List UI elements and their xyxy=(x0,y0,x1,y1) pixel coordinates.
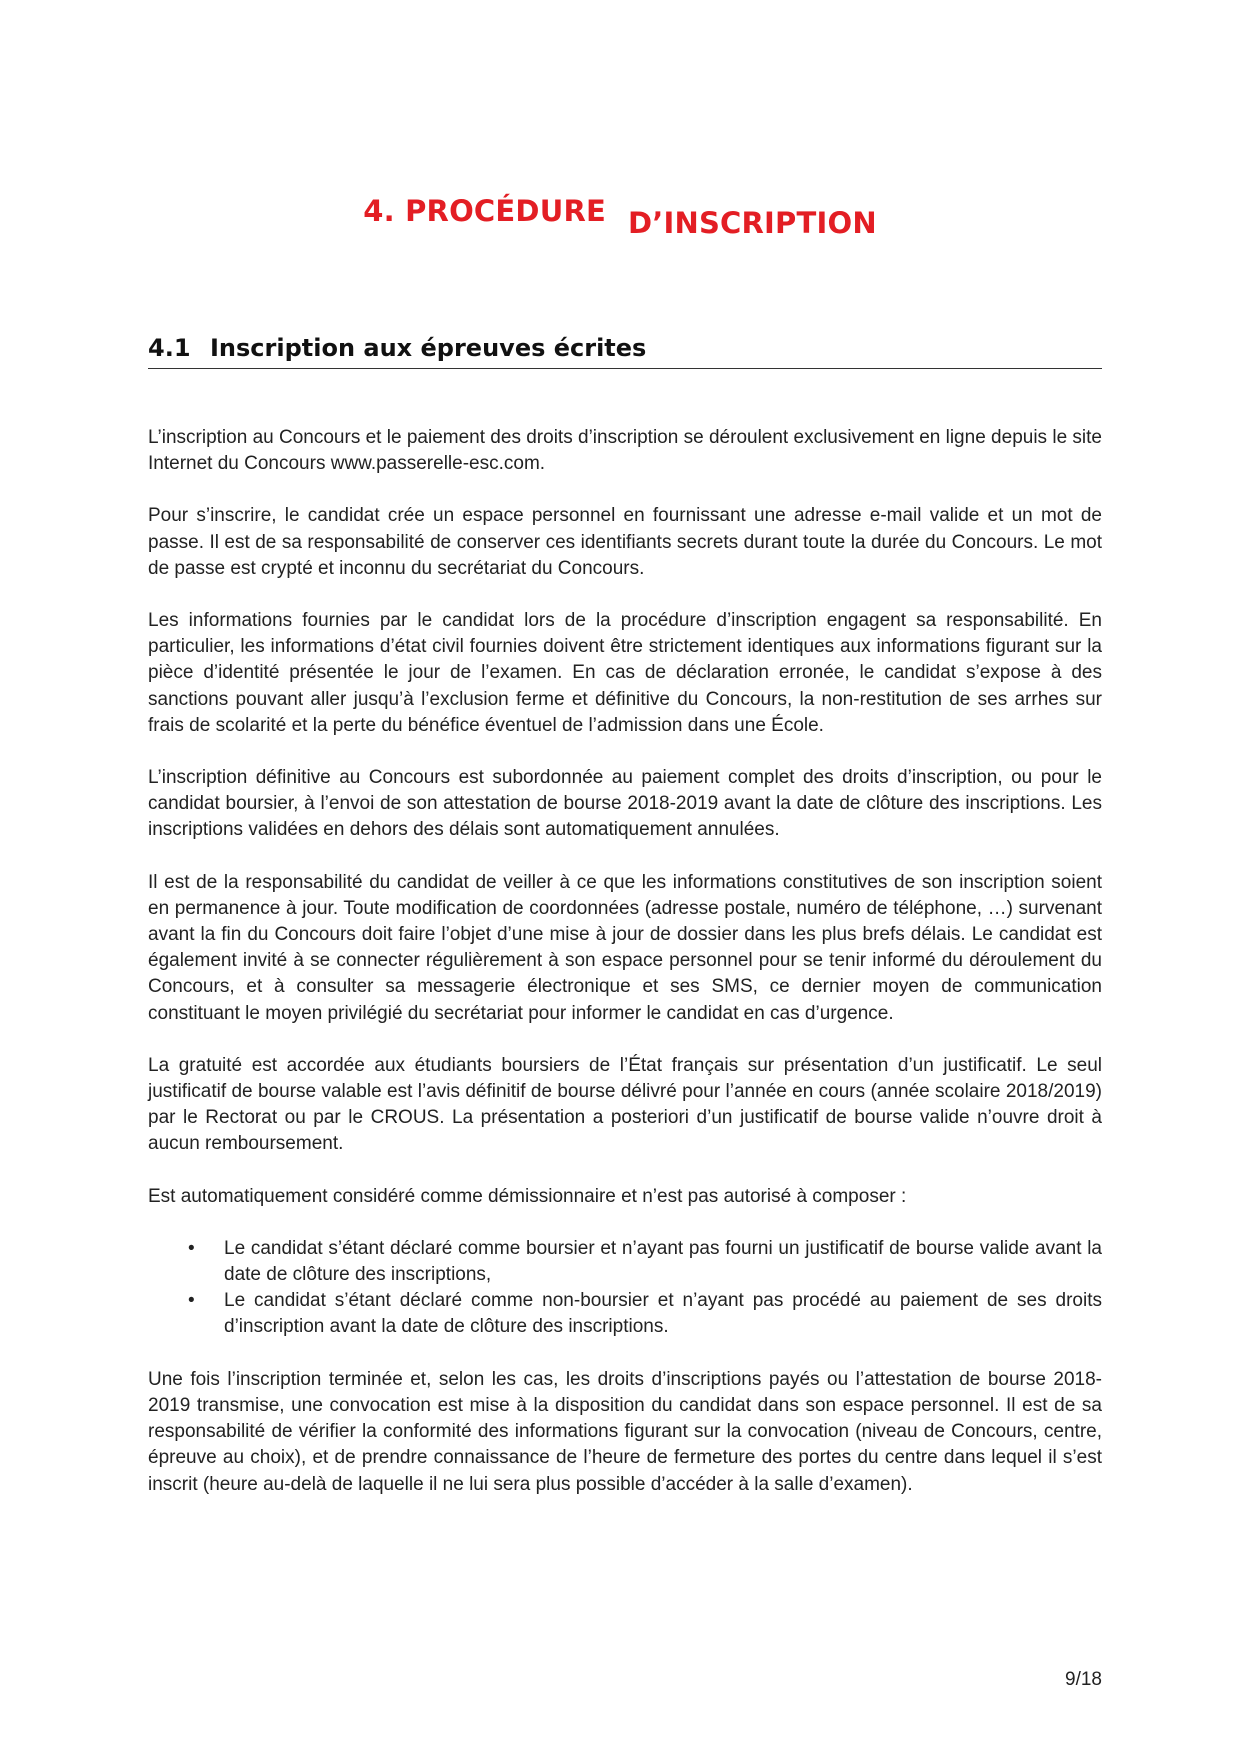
list-item xyxy=(148,1288,1102,1340)
paragraph: Pour s’inscrire, le candidat crée un espace personnel en fournissant une adresse e-mail valide et un mot de passe. Il est de sa responsabilité de conserver ces identifiants secrets durant toute la durée du Concours. Le mot de passe est crypté et inconnu du secrétariat du Concours. xyxy=(148,505,1102,579)
section-number: 4.1 xyxy=(148,334,191,362)
list-item xyxy=(148,1236,1102,1288)
body-content xyxy=(148,425,1102,1524)
chapter-title-part1: 4. PROCÉDURE xyxy=(363,194,606,228)
paragraph: Il est de la responsabilité du candidat de veiller à ce que les informations constitutives de son inscription soient en permanence à jour. Toute modification de coordonnées (adresse postale, numéro de téléphone, …) survenant avant la fin du Concours doit faire l’objet d’une mise à jour de dossier dans les plus brefs délais. Le candidat est également invité à se connecter régulièrement à son espace personnel pour se tenir informé du déroulement du Concours, et à consulter sa messagerie électronique et ses SMS, ce dernier moyen de communication constituant le moyen privilégié du secrétariat pour informer le candidat en cas d’urgence. xyxy=(148,871,1102,1024)
section-heading xyxy=(148,334,1102,369)
paragraph: Est automatiquement considéré comme démissionnaire et n’est pas autorisé à composer : xyxy=(148,1185,907,1207)
bullet-icon: • xyxy=(188,1290,195,1312)
bullet-list xyxy=(148,1236,1102,1341)
paragraph: La gratuité est accordée aux étudiants boursiers de l’État français sur présentation d’un justificatif. Le seul justificatif de bourse valable est l’avis définitif de bourse délivré pour l’année en cours (année scolaire 2018/2019) par le Rectorat ou par le CROUS. La présentation a posteriori d’un justificatif de bourse valide n’ouvre droit à aucun remboursement. xyxy=(148,1054,1102,1155)
paragraph-final: Une fois l’inscription terminée et, selon les cas, les droits d’inscriptions payés ou l’attestation de bourse 2018-2019 transmise, une convocation est mise à la disposition du candidat dans son espace personnel. Il est de sa responsabilité de vérifier la conformité des informations figurant sur la convocation (niveau de Concours, centre, épreuve au choix), et de prendre connaissance de l’heure de fermeture des portes du centre dans lequel il s’est inscrit (heure au-delà de laquelle il ne lui sera plus possible d’accéder à la salle d’examen). xyxy=(148,1368,1102,1495)
list-item-text: Le candidat s’étant déclaré comme non-boursier et n’ayant pas procédé au paiement de ses droits d’inscription avant la date de clôture des inscriptions. xyxy=(224,1290,1102,1338)
paragraph: Les informations fournies par le candidat lors de la procédure d’inscription engagent sa responsabilité. En particulier, les informations d’état civil fournies doivent être strictement identiques aux informations figurant sur la pièce d’identité présentée le jour de l’examen. En cas de déclaration erronée, le candidat s’expose à des sanctions pouvant aller jusqu’à l’exclusion ferme et définitive du Concours, la non-restitution de ses arrhes sur frais de scolarité et la perte du bénéfice éventuel de l’admission dans une École. xyxy=(148,610,1102,736)
chapter-title-part2: D’INSCRIPTION xyxy=(628,206,877,240)
list-item-text: Le candidat s’étant déclaré comme boursier et n’ayant pas fourni un justificatif de bourse valide avant la date de clôture des inscriptions, xyxy=(224,1237,1102,1286)
page-number: 9/18 xyxy=(1065,1669,1102,1690)
chapter-title xyxy=(0,194,1240,240)
bullet-icon: • xyxy=(188,1237,195,1259)
section-title: Inscription aux épreuves écrites xyxy=(210,334,647,362)
paragraph: L’inscription définitive au Concours est subordonnée au paiement complet des droits d’inscription, ou pour le candidat boursier, à l’envoi de son attestation de bourse 2018-2019 avant la date de clôture des inscriptions. Les inscriptions validées en dehors des délais sont automatiquement annulées. xyxy=(148,767,1102,841)
paragraph: L’inscription au Concours et le paiement des droits d’inscription se déroulent exclusivement en ligne depuis le site Internet du Concours www.passerelle-esc.com. xyxy=(148,427,1102,475)
